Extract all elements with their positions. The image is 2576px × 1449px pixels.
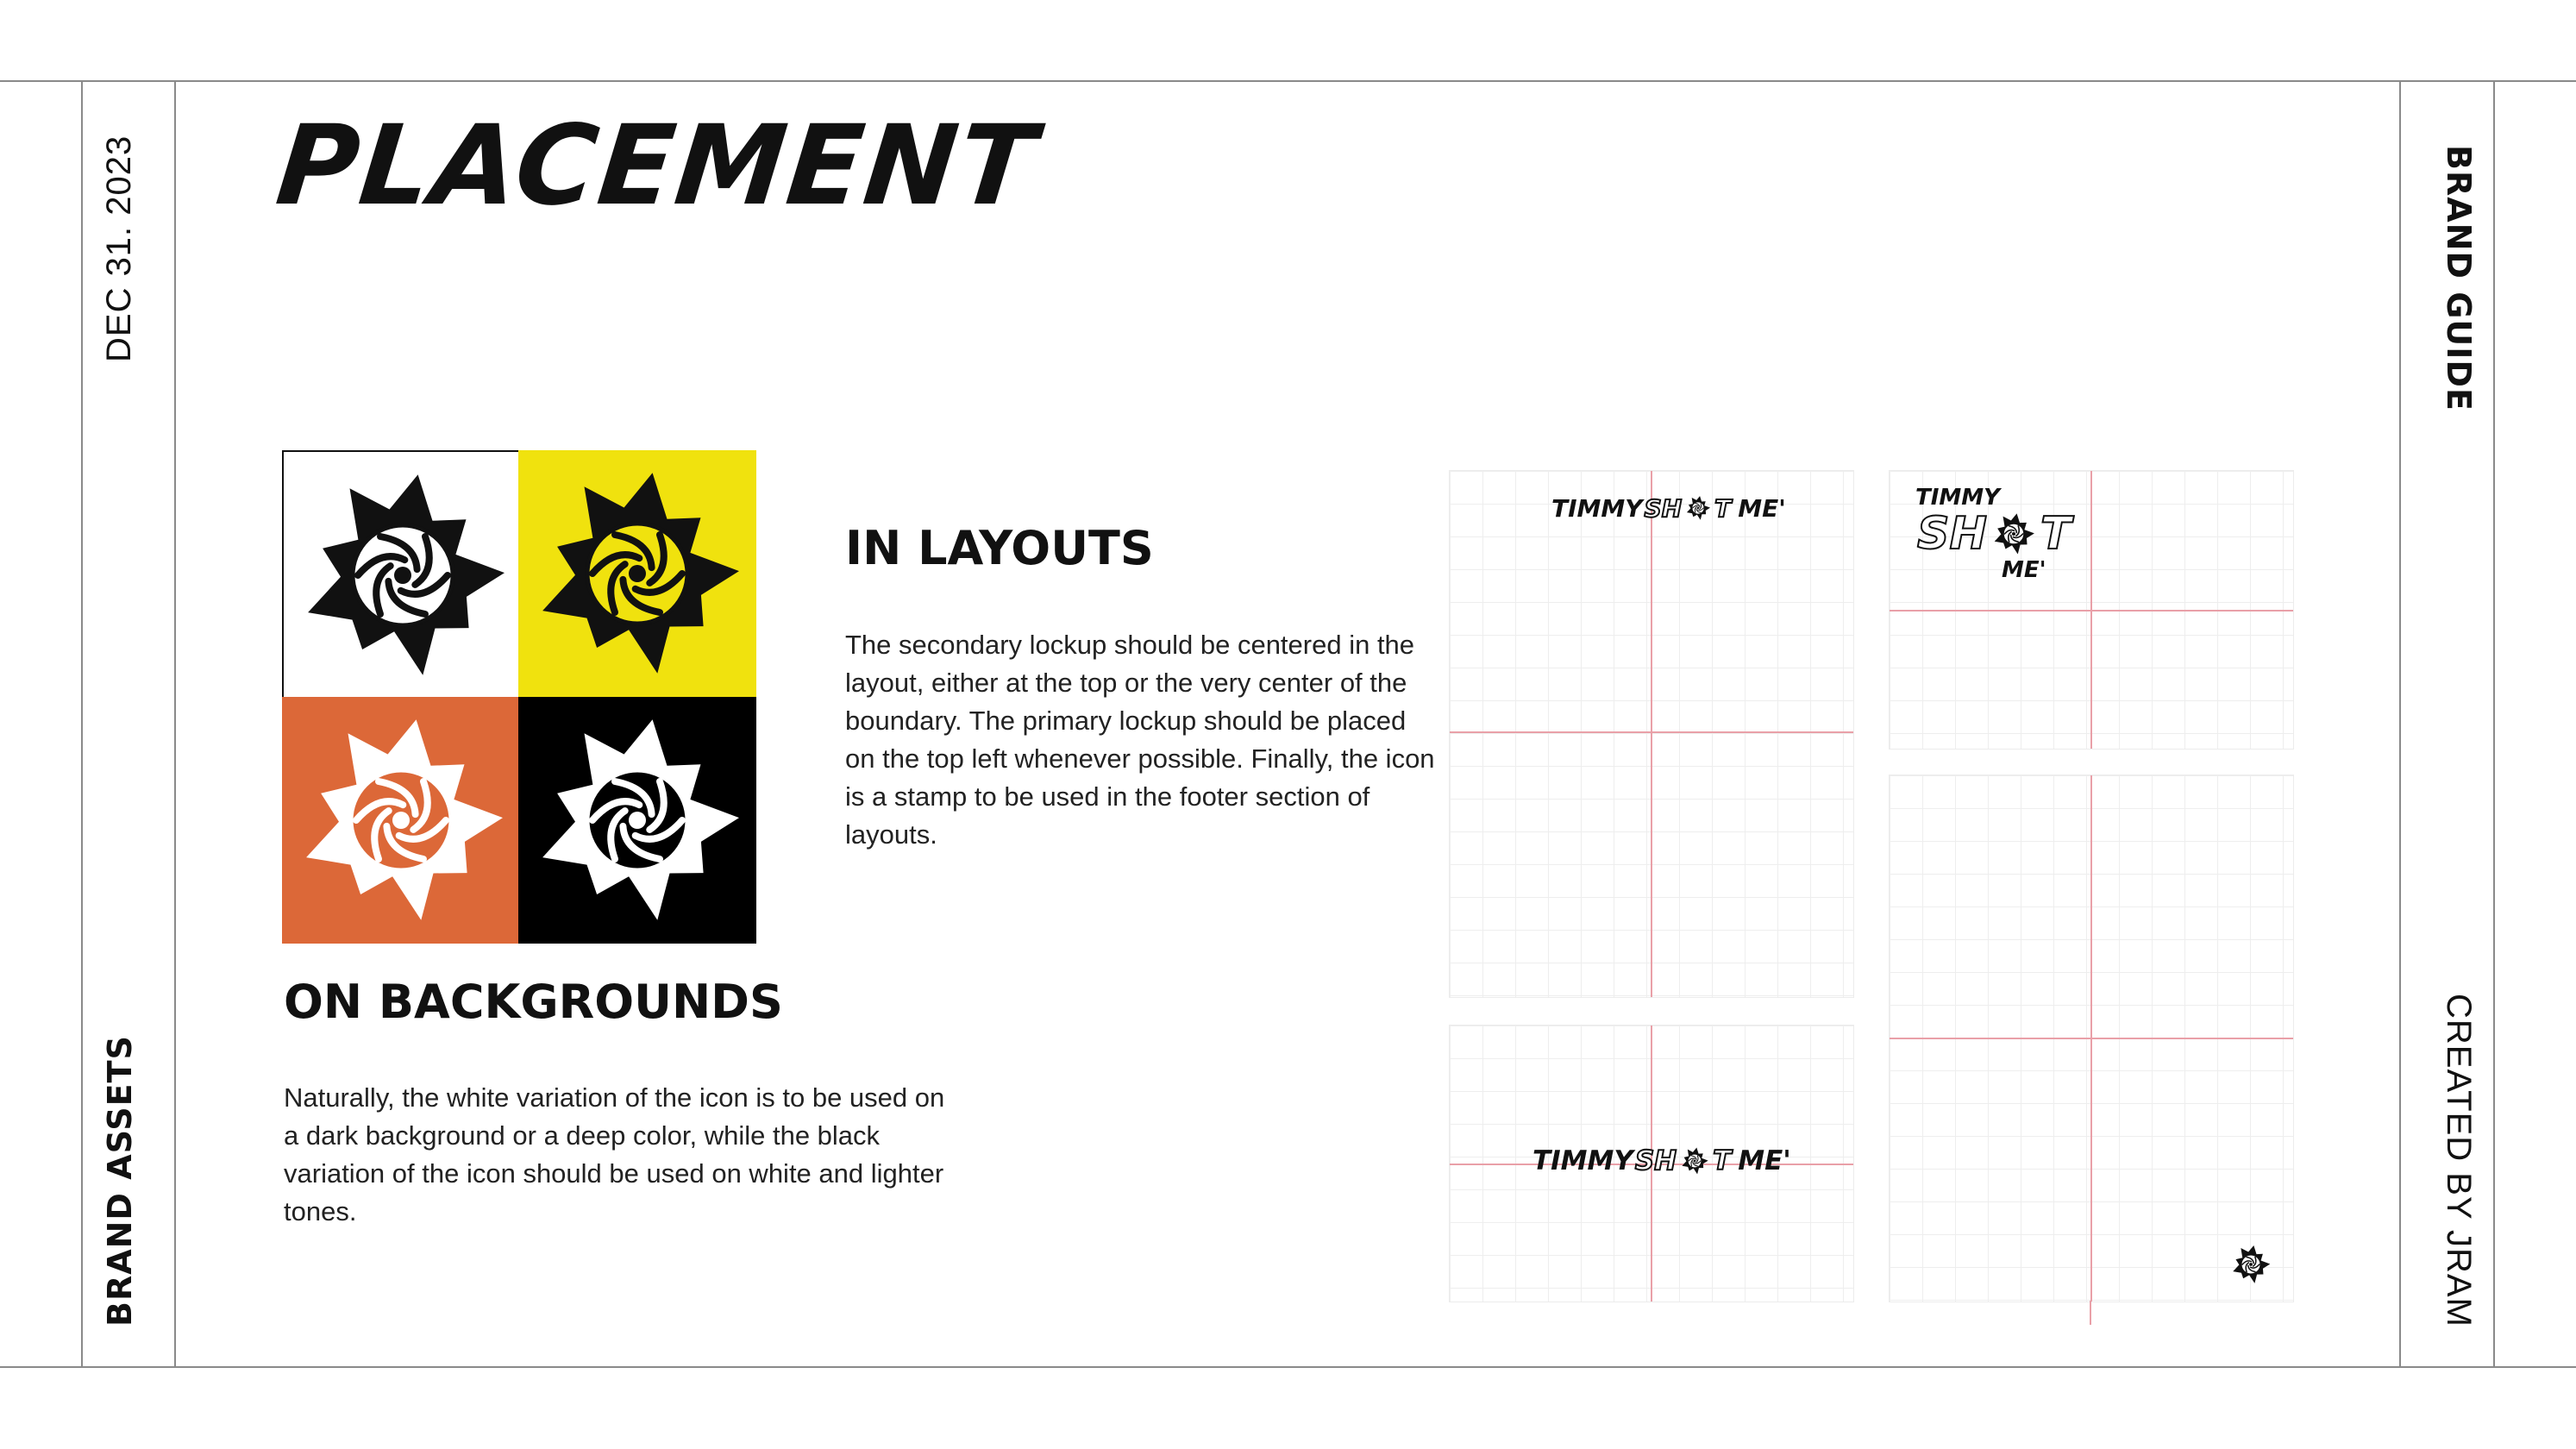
wordmark-shot-end: T — [1713, 1145, 1732, 1176]
wordmark-timmy: TIMMY — [1915, 485, 2000, 511]
aperture-center — [392, 812, 410, 829]
layout-example-top-left — [1889, 470, 2294, 750]
frame-right-outer-line — [2493, 82, 2495, 1367]
layout-example-top-center — [1449, 470, 1854, 998]
shutter-burst-icon — [518, 697, 756, 944]
layout-example-center — [1449, 1025, 1854, 1302]
primary-lockup — [1915, 486, 2072, 581]
frame-right-inner-line — [2399, 82, 2401, 1367]
aperture-center — [394, 567, 411, 584]
wordmark-shot-end: T — [2040, 508, 2071, 560]
frame-left-inner-line — [174, 82, 176, 1367]
aperture-center — [2249, 1263, 2253, 1266]
brand-assets-label: BRAND ASSETS — [101, 1035, 139, 1327]
aperture-center — [2012, 532, 2015, 536]
aperture-center — [629, 812, 646, 829]
wordmark-shot: SH — [1644, 493, 1683, 523]
center-guide-horizontal — [1890, 1038, 2293, 1039]
center-guide-vertical — [1651, 471, 1652, 997]
swatch-white — [282, 450, 520, 699]
wordmark-shot: SH — [1917, 508, 1987, 560]
wordmark-shot-end: T — [1714, 493, 1732, 523]
wordmark-me: ME' — [2002, 557, 2046, 583]
shutter-burst-icon — [518, 450, 756, 697]
credit-label: CREATED BY JRAM — [2440, 994, 2478, 1327]
page-title: PLACEMENT — [271, 102, 1043, 230]
shutter-icon — [1678, 1145, 1711, 1177]
aperture-center — [1694, 1160, 1696, 1163]
wordmark-me: ME' — [1738, 1145, 1791, 1176]
brand-guide-label: BRAND GUIDE — [2440, 145, 2478, 411]
frame-top-line — [0, 80, 2576, 82]
date-label: DEC 31. 2023 — [100, 135, 138, 362]
layouts-body: The secondary lockup should be centered in the layout, either at the top or the very center of the boundary. The primary lockup should be placed on the top left whenever possible. Finally, the icon is a stamp to be used in the footer section of layouts. — [845, 630, 1435, 850]
wordmark-me: ME' — [1738, 493, 1786, 523]
shutter-icon — [1989, 509, 2039, 559]
wordmark-shot: SH — [1634, 1145, 1677, 1176]
wordmark-timmy: TIMMY — [1551, 493, 1643, 523]
secondary-lockup — [1551, 493, 1786, 523]
layout-example-footer-stamp — [1889, 775, 2294, 1302]
center-guide-horizontal — [1450, 731, 1853, 733]
swatch-orange — [282, 697, 520, 944]
aperture-center — [1697, 507, 1699, 509]
frame-left-outer-line — [81, 82, 83, 1367]
wordmark-timmy: TIMMY — [1532, 1145, 1633, 1176]
shutter-stamp-icon — [2228, 1241, 2274, 1288]
guide-extension — [2090, 1301, 2091, 1325]
backgrounds-heading: ON BACKGROUNDS — [284, 975, 783, 1029]
frame-bottom-line — [0, 1366, 2576, 1368]
swatch-black — [518, 697, 756, 944]
shutter-burst-icon — [284, 452, 520, 699]
secondary-lockup — [1532, 1145, 1791, 1177]
layouts-heading: IN LAYOUTS — [845, 521, 1154, 575]
shutter-burst-icon — [282, 697, 520, 944]
swatch-yellow — [518, 450, 756, 697]
shutter-icon — [1683, 493, 1713, 523]
center-guide-horizontal — [1890, 610, 2293, 612]
aperture-center — [629, 565, 646, 582]
backgrounds-body: Naturally, the white variation of the icon is to be used on a dark background or a deep color, while the black variation of the icon should be used on white and lighter tones. — [284, 1082, 945, 1226]
